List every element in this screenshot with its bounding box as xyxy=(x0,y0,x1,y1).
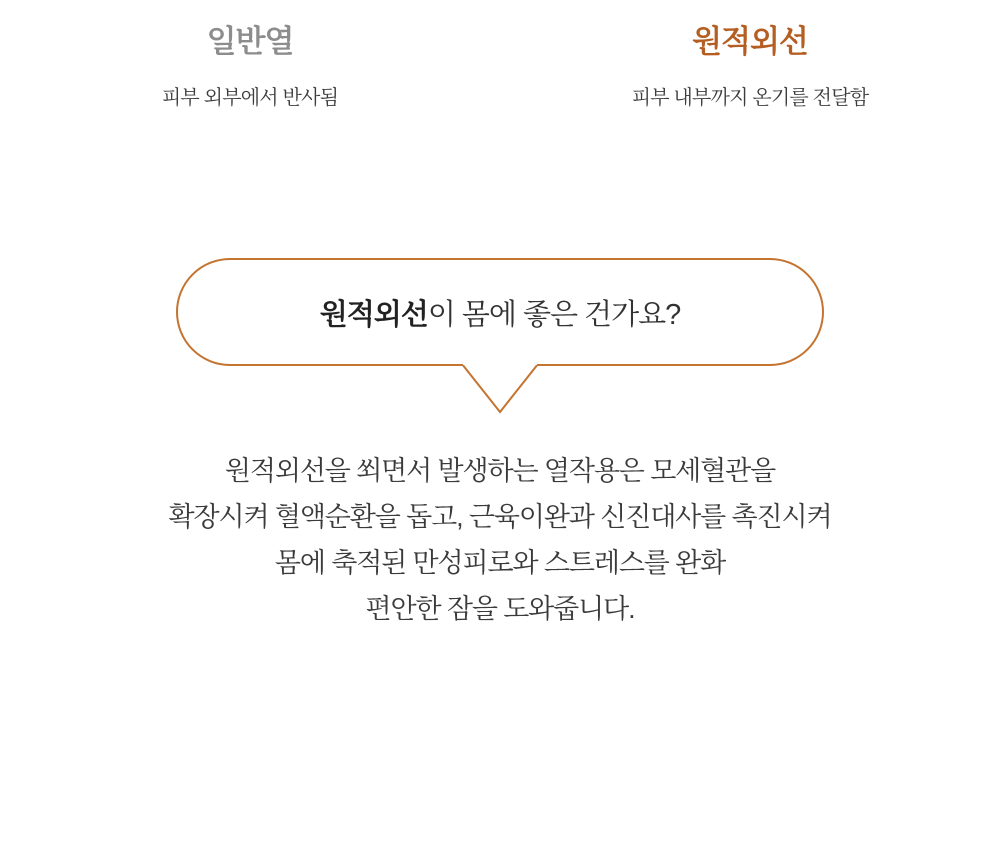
paragraph-line: 몸에 축적된 만성피로와 스트레스를 완화 xyxy=(274,548,726,578)
question-bubble xyxy=(176,258,824,366)
comparison-title-normal-heat: 일반열 xyxy=(206,24,294,59)
question-bubble-rest: 이 몸에 좋은 건가요? xyxy=(427,298,681,331)
paragraph-line: 편안한 잠을 도와줍니다. xyxy=(365,594,635,624)
comparison-column-normal-heat xyxy=(0,22,500,112)
paragraph-line: 원적외선을 쐬면서 발생하는 열작용은 모세혈관을 xyxy=(224,456,776,486)
comparison-column-far-infrared xyxy=(500,22,1000,112)
question-bubble-wrap xyxy=(0,258,1000,366)
comparison-section xyxy=(0,0,1000,112)
bubble-tail-icon xyxy=(460,364,540,414)
question-bubble-keyword: 원적외선 xyxy=(319,298,428,331)
comparison-description-normal-heat: 피부 외부에서 반사됨 xyxy=(161,87,339,110)
paragraph-line: 확장시켜 혈액순환을 돕고, 근육이완과 신진대사를 촉진시켜 xyxy=(168,502,832,532)
comparison-title-far-infrared: 원적외선 xyxy=(692,24,808,59)
explanation-paragraph xyxy=(0,448,1000,632)
question-bubble-text xyxy=(320,292,680,333)
comparison-description-far-infrared: 피부 내부까지 온기를 전달함 xyxy=(631,87,869,110)
